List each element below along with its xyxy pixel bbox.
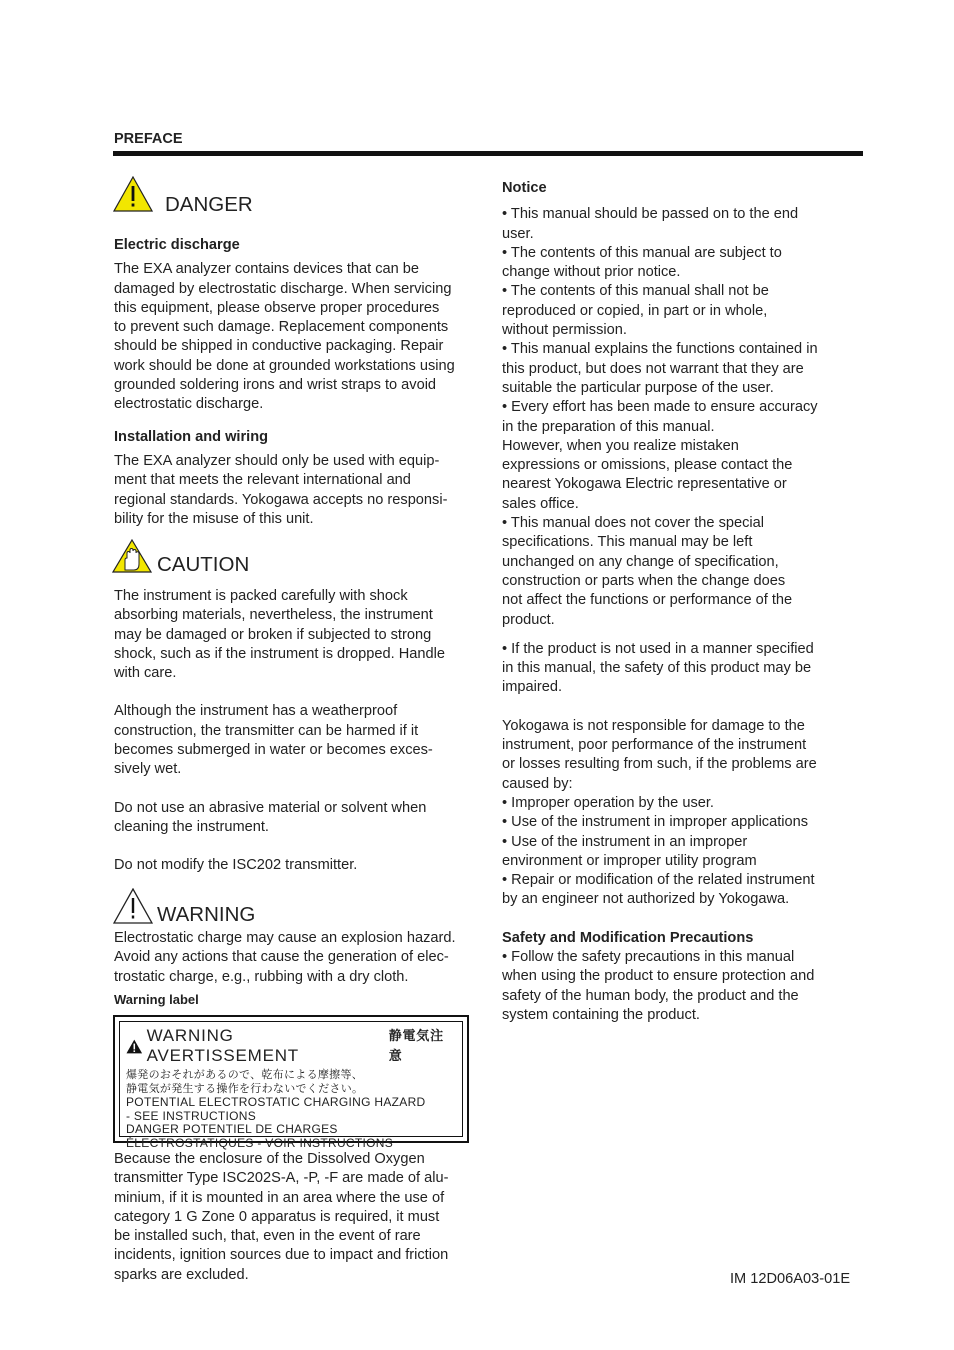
text-line: sively wet.: [114, 761, 182, 778]
text-line: Do not use an abrasive material or solvent when: [114, 799, 427, 816]
sticker-title: WARNING AVERTISSEMENT: [146, 1026, 299, 1065]
warning-label-heading: Warning label: [114, 992, 199, 1007]
list-item: [502, 205, 864, 244]
text-line: • This manual should be passed on to the end: [502, 206, 799, 223]
danger-section: [114, 236, 494, 529]
caution-paragraph: Do not modify the ISC202 transmitter.: [114, 857, 358, 874]
text-line: trostatic charge, e.g., rubbing with a dry cloth.: [114, 968, 409, 985]
text-line: Yokogawa is not responsible for damage to the: [502, 717, 805, 734]
text-line: be installed such, that, even in the event of rare: [114, 1228, 421, 1245]
electric-discharge-heading: Electric discharge: [114, 237, 240, 253]
text-line: • The contents of this manual are subject to: [502, 244, 782, 261]
warning-label: WARNING: [157, 903, 256, 926]
notice-section: [502, 179, 864, 1025]
list-item: [502, 871, 864, 910]
page-title: PREFACE: [114, 131, 183, 147]
text-line: nearest Yokogawa Electric representative or: [502, 476, 787, 493]
text-line: impaired.: [502, 679, 563, 696]
text-line: change without prior notice.: [502, 264, 681, 281]
text-line: • This manual explains the functions contained in: [502, 341, 818, 358]
text-line: when using the product to ensure protection and: [502, 968, 815, 985]
list-item: [502, 794, 864, 813]
text-line: grounded soldering irons and wrist straps to avoid: [114, 377, 437, 394]
list-item: [502, 813, 864, 832]
text-line: in the preparation of this manual.: [502, 418, 715, 435]
sticker-fr-line: ÉLECTROSTATIQUES - VOIR INSTRUCTIONS: [126, 1135, 394, 1150]
warning-icon: [113, 888, 153, 924]
text-line: sales office.: [502, 495, 579, 512]
text-line: suitable the particular purpose of the user.: [502, 379, 774, 396]
text-line: • Repair or modification of the related instrument: [502, 872, 815, 889]
electric-discharge-text: [114, 260, 494, 414]
notice-heading: Notice: [502, 180, 547, 196]
text-line: expressions or omissions, please contact the: [502, 457, 793, 474]
text-line: minium, if it is mounted in an area where the use of: [114, 1189, 445, 1206]
responsibility-list: [502, 794, 864, 910]
text-line: user.: [502, 225, 534, 242]
sticker-en-line: POTENTIAL ELECTROSTATIC CHARGING HAZARD: [126, 1095, 426, 1109]
text-line: electrostatic discharge.: [114, 396, 264, 413]
danger-icon: [113, 176, 153, 212]
responsibility-paragraph: [502, 717, 864, 794]
text-line: may be damaged or broken if subjected to strong: [114, 626, 432, 643]
notice-list: [502, 205, 864, 697]
warning-label-sticker: [113, 1015, 469, 1150]
text-line: this equipment, please observe proper procedures: [114, 299, 440, 316]
text-line: instrument, poor performance of the instrument: [502, 737, 807, 754]
caution-icon: [112, 539, 152, 573]
text-line: system containing the product.: [502, 1006, 700, 1023]
caution-section: [114, 587, 494, 876]
text-line: • Follow the safety precautions in this manual: [502, 948, 795, 965]
text-line: should be shipped in conductive packaging. Repair: [114, 338, 444, 355]
caution-paragraph: [114, 799, 494, 838]
text-line: reproduced or copied, in part or in whole,: [502, 302, 768, 319]
installation-heading: Installation and wiring: [114, 428, 269, 445]
text-line: • If the product is not used in a manner specified: [502, 640, 814, 657]
text-line: • The contents of this manual shall not be: [502, 283, 769, 300]
text-line: becomes submerged in water or becomes exces-: [114, 742, 433, 759]
text-line: • Use of the instrument in an improper: [502, 833, 748, 850]
text-line: specifications. This manual may be left: [502, 534, 753, 551]
sticker-warning-icon: [126, 1039, 143, 1054]
list-item: [502, 833, 864, 872]
text-line: regional standards. Yokogawa accepts no responsi-: [114, 491, 448, 508]
text-line: Electrostatic charge may cause an explosion hazard.: [114, 930, 456, 946]
text-line: The instrument is packed carefully with shock: [114, 588, 408, 604]
list-item: [502, 244, 864, 283]
list-item: [502, 640, 864, 698]
danger-label: DANGER: [165, 193, 253, 216]
caution-paragraph: [114, 587, 494, 683]
text-line: However, when you realize mistaken: [502, 437, 739, 454]
list-item: [502, 282, 864, 340]
text-line: unchanged on any change of specification,: [502, 553, 779, 570]
list-item: [502, 398, 864, 514]
text-line: product.: [502, 611, 555, 628]
text-line: Avoid any actions that cause the generation of elec-: [114, 949, 449, 966]
text-line: caused by:: [502, 775, 573, 792]
list-item: [502, 948, 864, 1025]
text-line: The EXA analyzer contains devices that can be: [114, 261, 420, 278]
text-line: Although the instrument has a weatherproof: [114, 703, 398, 720]
text-line: shock, such as if the instrument is dropped. Handle: [114, 645, 445, 662]
text-line: this product, but does not warrant that they are: [502, 360, 804, 377]
text-line: absorbing materials, nevertheless, the instrument: [114, 607, 433, 624]
text-line: damaged by electrostatic discharge. When servicing: [114, 280, 452, 297]
sticker-title-jp: 静電気注意: [388, 1028, 444, 1063]
list-item: [502, 340, 864, 398]
text-line: work should be done at grounded workstations using: [114, 357, 455, 374]
safety-heading: Safety and Modification Precautions: [502, 929, 754, 946]
sticker-fr-line: DANGER POTENTIEL DE CHARGES: [126, 1122, 338, 1137]
text-line: environment or improper utility program: [502, 852, 757, 869]
text-line: sparks are excluded.: [114, 1266, 249, 1283]
list-item: [502, 514, 864, 630]
text-line: in this manual, the safety of this product may be: [502, 660, 812, 677]
text-line: construction or parts when the change does: [502, 572, 786, 589]
text-line: • This manual does not cover the special: [502, 515, 764, 532]
text-line: by an engineer not authorized by Yokogawa.: [502, 891, 790, 908]
installation-text: [114, 452, 494, 529]
document-id: IM 12D06A03-01E: [730, 1271, 851, 1287]
text-line: Because the enclosure of the Dissolved Oxygen: [114, 1151, 425, 1167]
text-line: ment that meets the relevant international and: [114, 472, 411, 489]
text-line: not affect the functions or performance of the: [502, 592, 793, 609]
text-line: with care.: [114, 665, 177, 682]
header-rule: [113, 151, 863, 156]
text-line: to prevent such damage. Replacement components: [114, 319, 449, 336]
text-line: cleaning the instrument.: [114, 818, 269, 835]
caution-label: CAUTION: [157, 553, 250, 576]
text-line: safety of the human body, the product and the: [502, 987, 799, 1004]
sticker-en-line: - SEE INSTRUCTIONS: [126, 1108, 257, 1123]
sticker-jp-line: 静電気が発生する操作を行わないでください。: [126, 1083, 364, 1095]
text-line: category 1 G Zone 0 apparatus is required, it must: [114, 1208, 440, 1225]
sticker-title-row: [126, 1026, 456, 1066]
text-line: or losses resulting from such, if the problems are: [502, 756, 817, 773]
text-line: without permission.: [502, 322, 627, 339]
text-line: • Use of the instrument in improper applications: [502, 814, 809, 831]
text-line: bility for the misuse of this unit.: [114, 510, 314, 527]
enclosure-text: [114, 1150, 494, 1285]
sticker-jp-line: 爆発のおそれがあるので、乾布による摩擦等、: [126, 1069, 364, 1081]
text-line: The EXA analyzer should only be used with equip-: [114, 452, 440, 469]
text-line: incidents, ignition sources due to impact and friction: [114, 1247, 449, 1264]
warning-label-inner: [119, 1021, 463, 1150]
text-line: transmitter Type ISC202S-A, -P, -F are made of alu-: [114, 1170, 449, 1187]
text-line: construction, the transmitter can be harmed if it: [114, 722, 419, 739]
caution-paragraph: [114, 702, 494, 779]
text-line: • Every effort has been made to ensure accuracy: [502, 399, 818, 416]
warning-text: [114, 929, 494, 987]
text-line: • Improper operation by the user.: [502, 794, 714, 811]
